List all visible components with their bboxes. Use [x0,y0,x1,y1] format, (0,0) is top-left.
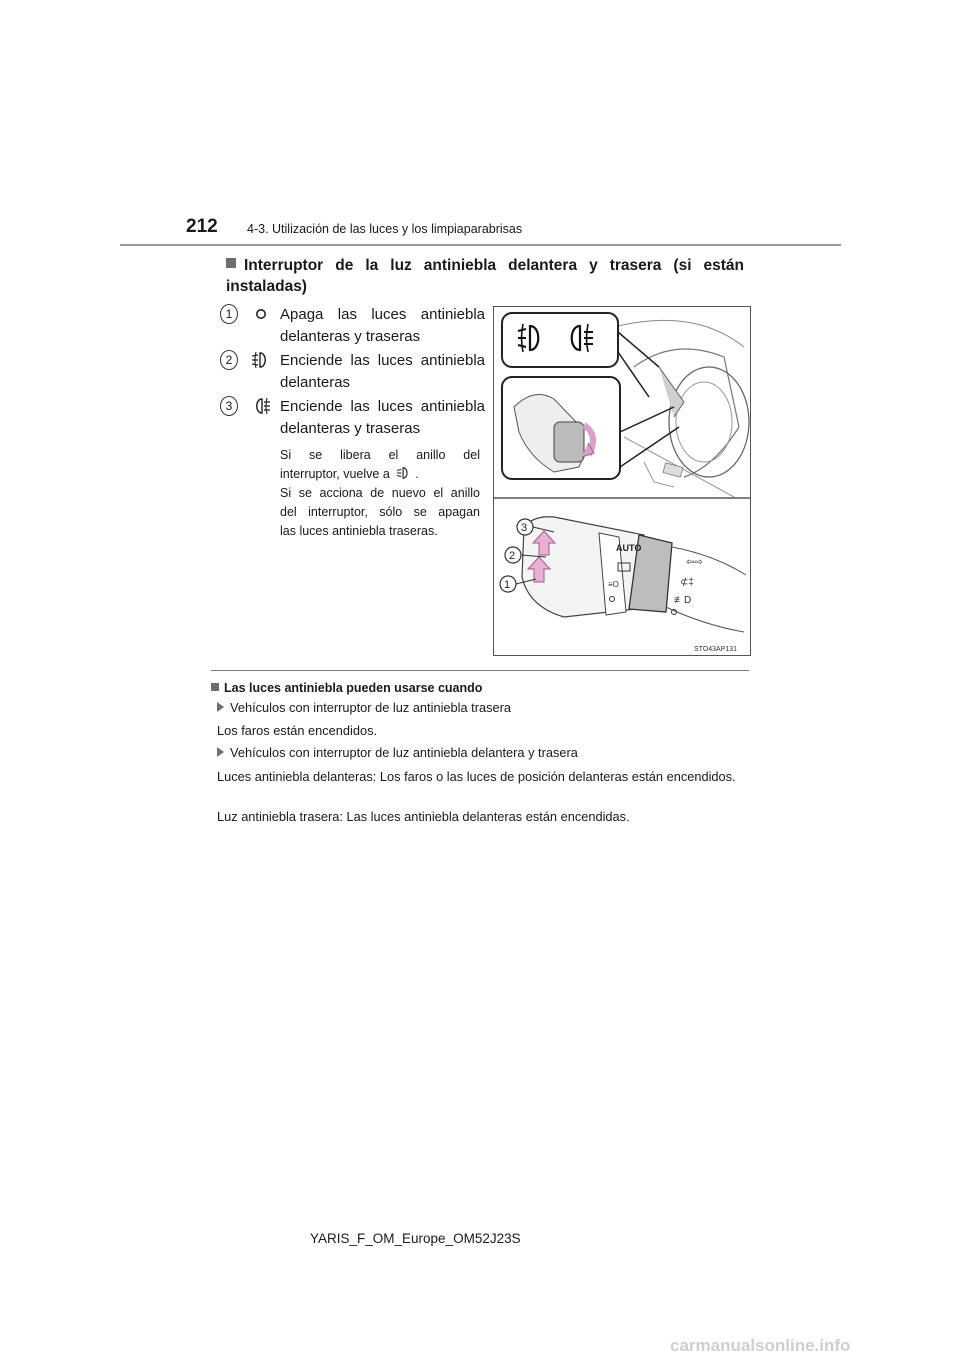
rear-fog-icon [250,396,272,416]
lever-symbol: ≢D [674,595,692,606]
case2-text-front: Luces antiniebla delanteras: Los faros o las luces de posición delanteras están encendidos. [217,769,736,784]
callout-2: 2 [509,550,516,562]
lever-symbol: ⊄‡ [680,577,694,588]
callout-number: 3 [220,396,238,416]
square-bullet-icon [226,258,236,268]
square-bullet-icon [211,683,219,691]
case1-label: Vehículos con interruptor de luz antiniebla trasera [217,699,745,717]
auto-label: AUTO [616,543,642,553]
section-divider [211,670,749,671]
lever-diagram [494,307,750,655]
case2-text-rear: Luz antiniebla trasera: Las luces antiniebla delanteras están encendidas. [217,809,630,824]
document-id: YARIS_F_OM_Europe_OM52J23S [310,1231,521,1246]
triangle-bullet-icon [217,702,224,712]
item-text-line: delanteras y traseras [280,328,421,345]
off-circle-icon [250,304,272,324]
front-fog-icon [393,466,415,480]
fog-switch-illustration [493,306,751,656]
conditions-title: Las luces antiniebla pueden usarse cuando [211,681,482,695]
case2-label: Vehículos con interruptor de luz antiniebla delantera y trasera [217,744,745,762]
page-number: 212 [186,216,218,237]
callout-3: 3 [521,522,528,534]
release-note: Si se libera el anillo del interruptor, vuelve a . Si se acciona de nuevo el anillo del interruptor, sólo se apagan las luces antiniebla traseras. [280,448,480,538]
header-rule [120,244,841,246]
section-heading: Interruptor de la luz antiniebla delantera y trasera (si están instaladas) [226,257,744,295]
chapter-title: 4-3. Utilización de las luces y los limpiaparabrisas [247,222,523,236]
lever-symbol: ⇦⇨ [686,557,703,568]
item-text-line: Enciende las luces antiniebla [280,398,485,415]
front-fog-icon [250,350,272,370]
callout-number: 2 [220,350,238,370]
item-text-line: delanteras [280,374,351,391]
callout-number: 1 [220,304,238,324]
item-text-line: Apaga las luces antiniebla [280,306,485,323]
callout-1: 1 [504,579,511,591]
illustration-code: STO43AP131 [694,646,738,653]
watermark: carmanualsonline.info [670,1336,851,1355]
lever-symbol: ≡O [608,580,619,589]
item-text-line: Enciende las luces antiniebla [280,352,485,369]
triangle-bullet-icon [217,747,224,757]
item-text-line: delanteras y traseras [280,420,421,437]
case1-text: Los faros están encendidos. [217,723,378,738]
